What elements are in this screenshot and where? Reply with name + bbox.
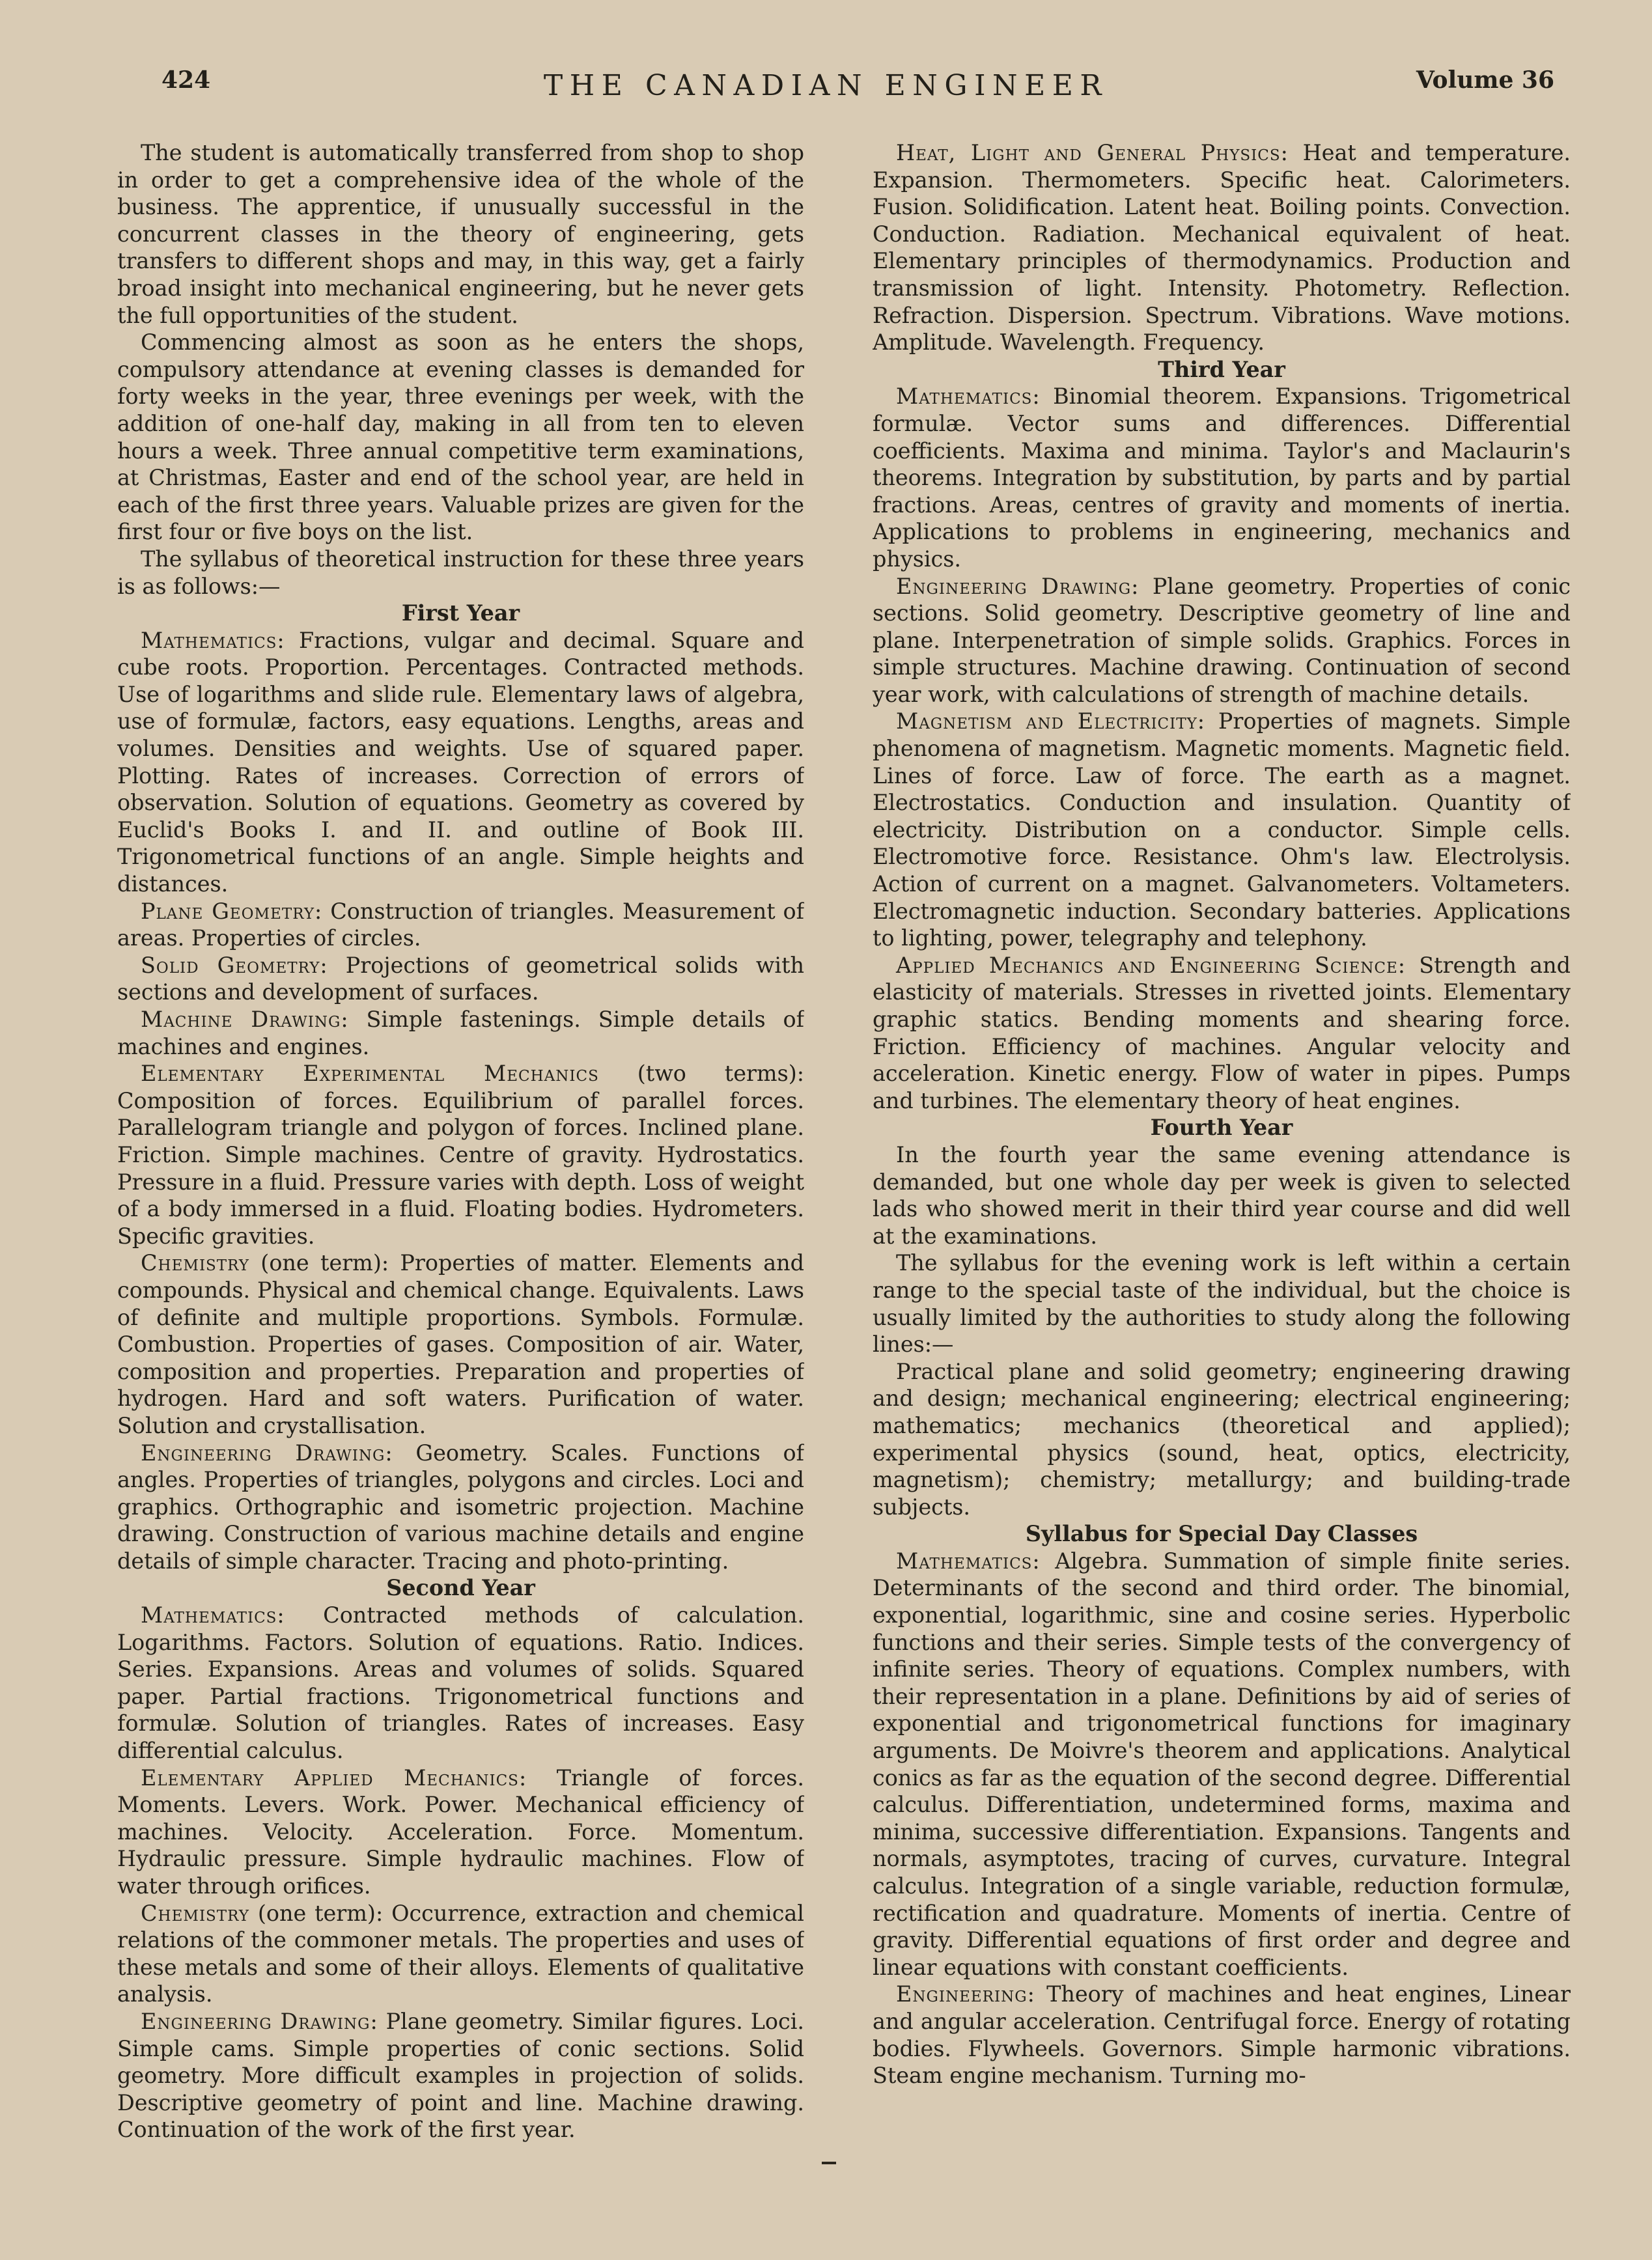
subject-label: Mathematics: — [896, 384, 1041, 410]
entry-first-year-plane-geometry — [117, 898, 804, 952]
subject-text: Fractions, vulgar and decimal. Square and cube roots. Proportion. Percentages. Contracted methods. Use of logarithms and slide rule. Elementary laws of algebra, use of formulæ, factors, easy equations. Lengths, areas and volumes. Densities and weights. Use of squared paper. Plotting. Rates of increases. Correction of errors of observation. Solution of equations. Geometry as covered by Euclid's Books I. and II. and outline of Book III. Trigonometrical functions of an angle. Simple heights and distances. — [117, 627, 804, 897]
left-column — [117, 139, 804, 2197]
subject-text: Contracted methods of calculation. Logarithms. Factors. Solution of equations. Ratio. Indices. Series. Expansions. Areas and volumes of solids. Squared paper. Partial fractions. Trigonometrical functions and formulæ. Solution of triangles. Rates of increases. Easy differential calculus. — [117, 1602, 804, 1764]
entry-first-year-mathematics — [117, 627, 804, 898]
entry-third-year-magnetism — [873, 708, 1571, 951]
heading-third-year: Third Year — [1158, 356, 1285, 382]
right-column — [873, 139, 1571, 2197]
entry-first-year-machine-drawing — [117, 1006, 804, 1060]
subject-text: Plane geometry. Properties of conic sections. Solid geometry. Descriptive geometry of line and plane. Interpenetration of simple solids. Graphics. Forces in simple structures. Machine drawing. Continuation of second year work, with calculations of strength of machine details. — [873, 573, 1571, 707]
subject-label: Chemistry — [141, 1250, 249, 1276]
subject-text: Strength and elasticity of materials. Stresses in rivetted joints. Elementary graphic statics. Bending moments and shearing force. Friction. Efficiency of machines. Angular velocity and acceleration. Kinetic energy. Flow of water in pipes. Pumps and turbines. The elementary theory of heat engines. — [873, 952, 1571, 1113]
paragraph-fourth-year-subjects: Practical plane and solid geometry; engineering drawing and design; mechanical engineering; electrical engineering; mathematics; mechanics (theoretical and applied); experimental physics (sound, heat, optics, electricity, magnetism); chemistry; metallurgy; and building-trade subjects. — [873, 1358, 1571, 1520]
volume-label: Volume 36 — [1416, 66, 1554, 94]
entry-second-year-applied-mechanics — [117, 1765, 804, 1900]
subject-label: Plane Geometry: — [141, 898, 323, 924]
page-number: 424 — [161, 66, 211, 94]
subject-text: Theory of machines and heat engines, Linear and angular acceleration. Centrifugal force. Energy of rotating bodies. Flywheels. Governors. Simple harmonic vibrations. Steam engine mechanism. Turning mo- — [873, 1981, 1571, 2089]
entry-special-engineering — [873, 1981, 1571, 2089]
paragraph-attendance: Commencing almost as soon as he enters the shops, compulsory attendance at evening classes is demanded for forty weeks in the year, three evenings per week, with the addition of one-half day, making in all from ten to eleven hours a week. Three annual competitive term examinations, at Christmas, Easter and end of the school year, are held in each of the first three years. Valuable prizes are given for the first four or five boys on the list. — [117, 329, 804, 545]
subject-label: Engineering Drawing: — [141, 2008, 378, 2034]
subject-text: Algebra. Summation of simple finite series. Determinants of the second and third order. The binomial, exponential, logarithmic, sine and cosine series. Hyperbolic functions and their series. Simple tests of the convergency of infinite series. Theory of equations. Complex numbers, with their representation in a plane. Definitions by aid of series of exponential and trigonometrical functions for imaginary arguments. De Moivre's theorem and applications. Analytical conics as far as the equation of the second degree. Differential calculus. Differentiation, undetermined forms, maxima and minima, successive differentiation. Expansions. Tangents and normals, asymptotes, tracing of curves, curvature. Integral calculus. Integration of a single variable, reduction formulæ, rectification and quadrature. Moments of inertia. Centre of gravity. Differential equations of first order and degree and linear equations with constant coefficients. — [873, 1548, 1571, 1980]
subject-text: (one term): Occurrence, extraction and chemical relations of the commoner metals. The properties and uses of these metals and some of their alloys. Elements of qualitative analysis. — [117, 1900, 804, 2007]
subject-text: Plane geometry. Similar figures. Loci. Simple cams. Simple properties of conic sections. Solid geometry. More difficult examples in projection of solids. Descriptive geometry of point and line. Machine drawing. Continuation of the work of the first year. — [117, 2008, 804, 2143]
subject-text: (one term): Properties of matter. Elements and compounds. Physical and chemical change. Equivalents. Laws of definite and multiple proportions. Symbols. Formulæ. Combustion. Properties of gases. Composition of air. Water, composition and properties. Preparation and properties of hydrogen. Hard and soft waters. Purification of water. Solution and crystallisation. — [117, 1250, 804, 1438]
entry-third-year-mathematics — [873, 383, 1571, 572]
entry-second-year-engineering-drawing — [117, 2008, 804, 2143]
entry-special-mathematics — [873, 1548, 1571, 1981]
subject-label: Engineering: — [896, 1981, 1035, 2007]
entry-first-year-solid-geometry — [117, 952, 804, 1006]
entry-first-year-chemistry — [117, 1249, 804, 1439]
heading-first-year: First Year — [401, 600, 520, 626]
subject-label: Machine Drawing: — [141, 1007, 349, 1032]
subject-label: Applied Mechanics and Engineering Science: — [896, 952, 1407, 978]
subject-label: Heat, Light and General Physics: — [896, 140, 1289, 165]
entry-third-year-engineering-drawing — [873, 573, 1571, 708]
subject-text: (two terms): Composition of forces. Equilibrium of parallel forces. Parallelogram triangle and polygon of forces. Inclined plane. Friction. Simple machines. Centre of gravity. Hydrostatics. Pressure in a fluid. Pressure varies with depth. Loss of weight of a body immersed in a fluid. Floating bodies. Hydrometers. Specific gravities. — [117, 1061, 804, 1249]
subject-text: Construction of triangles. Measurement of areas. Properties of circles. — [117, 898, 804, 951]
journal-title: THE CANADIAN ENGINEER — [543, 69, 1109, 102]
subject-label: Engineering Drawing: — [141, 1440, 393, 1466]
subject-text: Properties of magnets. Simple phenomena of magnetism. Magnetic moments. Magnetic field. Lines of force. Law of force. The earth as a magnet. Electrostatics. Conduction and insulation. Quantity of electricity. Distribution on a conductor. Simple cells. Electromotive force. Resistance. Ohm's law. Electrolysis. Action of current on a magnet. Galvanometers. Voltameters. Electromagnetic induction. Secondary batteries. Applications to lighting, power, telegraphy and telephony. — [873, 708, 1571, 951]
subject-text: Projections of geometrical solids with sections and development of surfaces. — [117, 952, 804, 1005]
subject-text: Binomial theorem. Expansions. Trigometrical formulæ. Vector sums and differences. Differential coefficients. Maxima and minima. Taylor's and Maclaurin's theorems. Integration by substitution, by parts and by partial fractions. Areas, centres of gravity and moments of inertia. Applications to problems in engineering, mechanics and physics. — [873, 384, 1571, 572]
heading-special-day-classes: Syllabus for Special Day Classes — [1025, 1521, 1418, 1547]
heading-second-year: Second Year — [386, 1575, 535, 1601]
subject-label: Mathematics: — [141, 1602, 285, 1628]
entry-second-year-chemistry — [117, 1900, 804, 2008]
subject-text: Geometry. Scales. Functions of angles. Properties of triangles, polygons and circles. Loci and graphics. Orthographic and isometric projection. Machine drawing. Construction of various machine details and engine details of simple character. Tracing and photo-printing. — [117, 1440, 804, 1574]
page-footer-mark — [822, 2162, 836, 2164]
entry-second-year-physics — [873, 139, 1571, 356]
paragraph-fourth-year-syllabus: The syllabus for the evening work is left within a certain range to the special taste of the individual, but the choice is usually limited by the authorities to study along the following lines:— — [873, 1250, 1571, 1358]
paragraph-syllabus-intro: The syllabus of theoretical instruction for these three years is as follows:— — [117, 546, 804, 599]
running-header — [0, 66, 1652, 105]
entry-third-year-applied-mechanics — [873, 952, 1571, 1115]
subject-text: Simple fastenings. Simple details of machines and engines. — [117, 1007, 804, 1059]
subject-label: Magnetism and Electricity: — [896, 708, 1206, 734]
subject-label: Chemistry — [141, 1900, 249, 1926]
entry-first-year-mechanics — [117, 1060, 804, 1249]
subject-label: Elementary Experimental Mechanics — [141, 1061, 599, 1087]
subject-text: Heat and temperature. Expansion. Thermometers. Specific heat. Calorimeters. Fusion. Solidification. Latent heat. Boiling points. Convection. Conduction. Radiation. Mechanical equivalent of heat. Elementary principles of thermodynamics. Production and transmission of light. Intensity. Photometry. Reflection. Refraction. Dispersion. Spectrum. Vibrations. Wave motions. Amplitude. Wavelength. Frequency. — [873, 140, 1571, 356]
subject-label: Elementary Applied Mechanics: — [141, 1765, 527, 1791]
subject-label: Mathematics: — [896, 1548, 1041, 1574]
paragraph-fourth-year-attendance: In the fourth year the same evening attendance is demanded, but one whole day per week is given to selected lads who showed merit in their third year course and did well at the examinations. — [873, 1141, 1571, 1249]
subject-label: Solid Geometry: — [141, 952, 328, 978]
entry-second-year-mathematics — [117, 1602, 804, 1765]
heading-fourth-year: Fourth Year — [1150, 1115, 1293, 1141]
paragraph-apprentice: The student is automatically transferred from shop to shop in order to get a comprehensive idea of the whole of the business. The apprentice, if unusually successful in the concurrent classes in the theory of engineering, gets transfers to different shops and may, in this way, get a fairly broad insight into mechanical engineering, but he never gets the full opportunities of the student. — [117, 140, 804, 328]
subject-text: Triangle of forces. Moments. Levers. Work. Power. Mechanical efficiency of machines. Velocity. Acceleration. Force. Momentum. Hydraulic pressure. Simple hydraulic machines. Flow of water through orifices. — [117, 1765, 804, 1899]
entry-first-year-engineering-drawing — [117, 1440, 804, 1575]
subject-label: Mathematics: — [141, 627, 285, 653]
subject-label: Engineering Drawing: — [896, 573, 1140, 599]
